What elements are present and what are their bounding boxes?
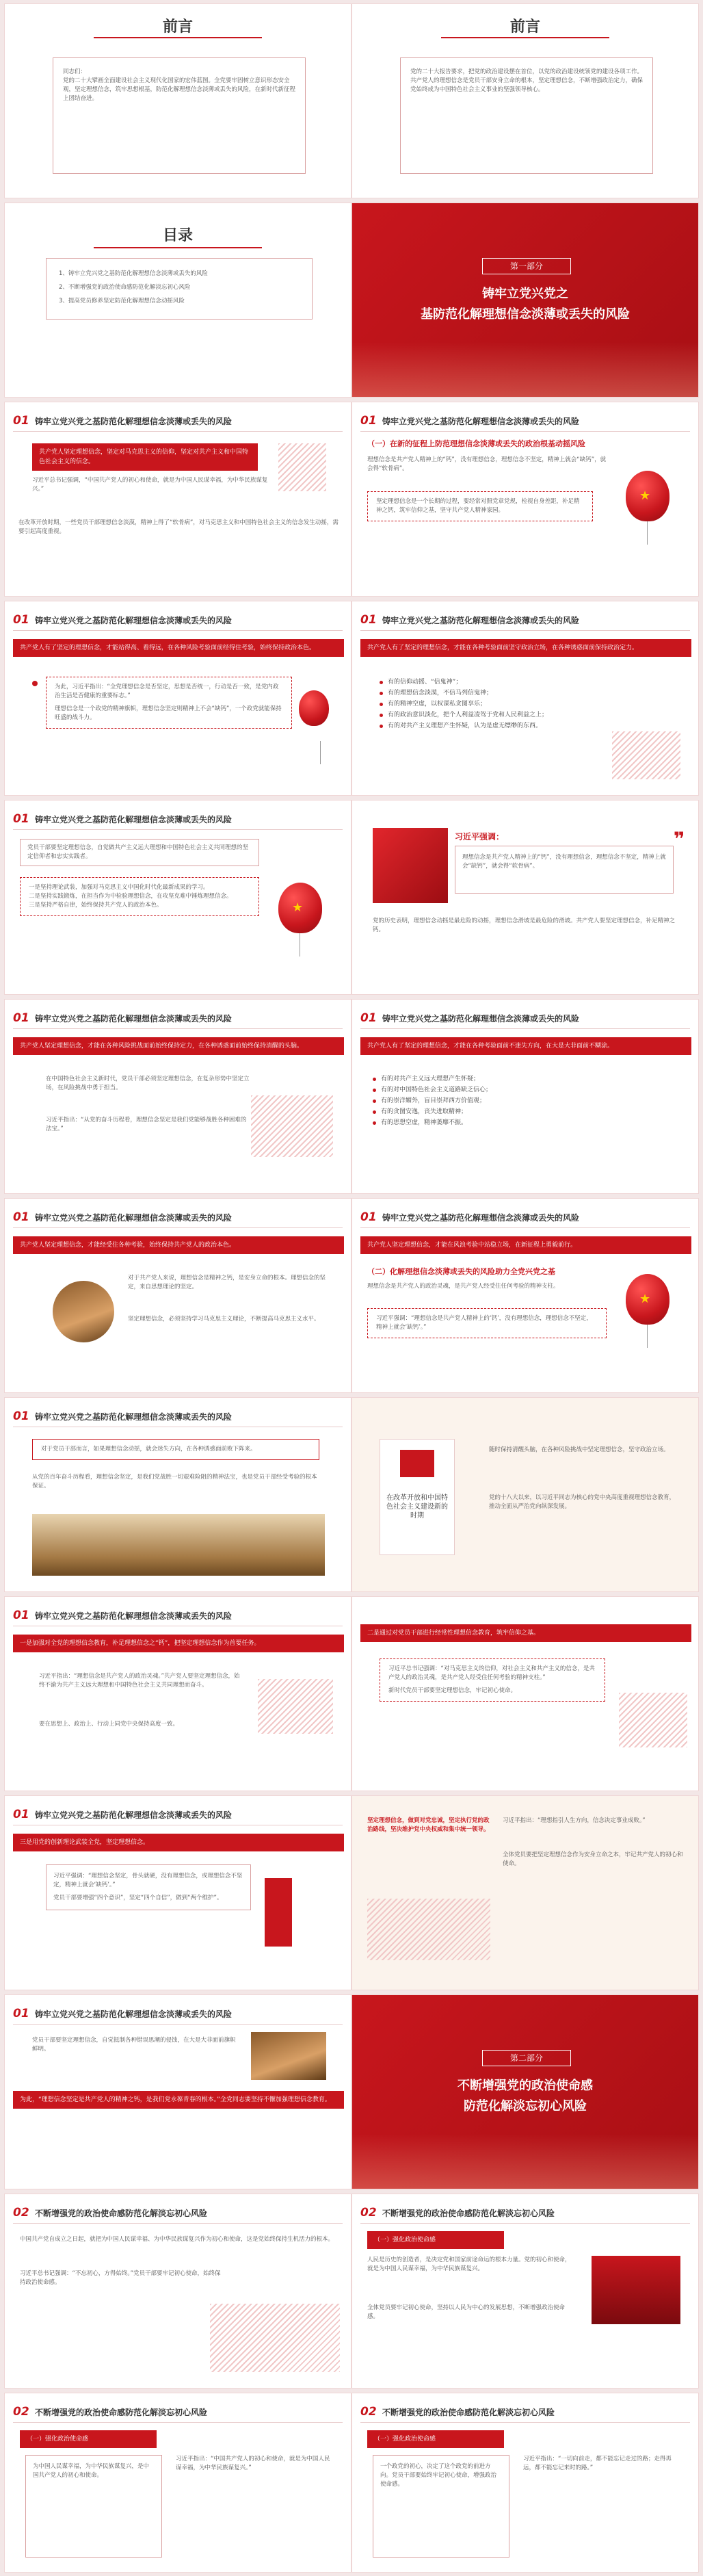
highlight-box: 共产党人有了坚定的理想信念，才能在各种考验面前不迷失方向，在大是大非面前不糊涂。 <box>360 1037 691 1055</box>
highlight-box: 共产党人有了坚定的理想信念，才能在各种考验面前坚守政治立场，在各种诱惑面前保持政治定力。 <box>360 639 691 657</box>
bordered-text-box <box>46 677 292 729</box>
section-header <box>352 1009 698 1027</box>
section-header <box>5 2005 351 2022</box>
header-rule <box>13 2223 343 2224</box>
section-heading: 不断增强党的政治使命感防范化解淡忘初心风险 <box>35 2208 208 2218</box>
section-header <box>5 810 351 828</box>
section-number: 02 <box>360 2405 377 2419</box>
mountain-decor <box>352 2134 698 2189</box>
header-rule <box>360 431 690 432</box>
body-text: 党员干部要增强“四个意识”，坚定“四个自信”，做到“两个维护”。 <box>53 1895 223 1901</box>
header-rule <box>13 1227 343 1228</box>
section-heading: 不断增强党的政治使命感防范化解淡忘初心风险 <box>382 2407 555 2417</box>
subheading: （一）在新的征程上防范理想信念淡薄或丢失的政治根基动摇风险 <box>367 439 585 448</box>
highlight-box: 一是加强对全党的理想信念教育，补足理想信念之“钙”，把坚定理想信念作为首要任务。 <box>13 1635 344 1652</box>
part-title-line2: 防范化解淡忘初心风险 <box>464 2099 587 2113</box>
section-number: 01 <box>13 613 29 627</box>
body-text: 习近平指出：“从党的奋斗历程看，理想信念坚定是我们党能够战胜各种困难的法宝。” <box>46 1117 247 1132</box>
section-number: 01 <box>13 1808 29 1821</box>
section-header <box>352 1208 698 1226</box>
body-text: 习近平强调：“理想信念是共产党人精神上的‘钙’，没有理想信念，理想信念不坚定，精神上就会‘缺钙’。” <box>376 1315 592 1331</box>
section-header <box>5 611 351 629</box>
section-heading: 铸牢立党兴党之基防范化解理想信念淡薄或丢失的风险 <box>35 1810 233 1820</box>
bordered-text-box <box>380 1658 605 1702</box>
text-frame <box>46 1864 251 1910</box>
great-wall-photo <box>32 1514 325 1576</box>
body-text: 党员干部要坚定理想信念，自觉抵制各种错误思潮的侵蚀，在大是大非面前旗帜鲜明。 <box>32 2037 236 2053</box>
header-rule <box>360 1227 690 1228</box>
slide-section-2b <box>352 2194 699 2389</box>
bullet-list <box>373 1074 646 1128</box>
part-badge: 第一部分 <box>482 258 571 274</box>
section-heading: 铸牢立党兴党之基防范化解理想信念淡薄或丢失的风险 <box>35 1611 233 1621</box>
emblem-photo <box>592 2256 680 2324</box>
slide-section-1a <box>4 402 352 597</box>
slide-section-1g <box>352 999 699 1194</box>
bordered-text-box <box>367 1308 607 1338</box>
body-text: 习近平总书记强调：“对马克思主义的信仰，对社会主义和共产主义的信念，是共产党人的政治灵魂，是共产党人经受住任何考验的精神支柱。” <box>388 1665 595 1681</box>
slide-section-1d <box>352 601 699 796</box>
part-title-line1: 铸牢立党兴党之 <box>482 287 568 301</box>
section-number: 01 <box>360 1210 377 1224</box>
list-item: 有的信仰动摇、“信鬼神”； <box>380 677 639 688</box>
slide-part-two <box>352 1994 699 2189</box>
body-text: 在中国特色社会主义新时代，党员干部必须坚定理想信念，在复杂形势中坚定立场，在风险挑战中勇于担当。 <box>46 1076 250 1091</box>
body-text: 习近平指出：“理想信念是共产党人的政治灵魂。”共产党人要坚定理想信念，始终不渝为共产主义远大理想和中国特色社会主义共同理想而奋斗。 <box>39 1673 240 1689</box>
hatch-decor <box>612 731 680 779</box>
section-number: 02 <box>13 2206 29 2220</box>
header-rule <box>13 2422 343 2423</box>
body-text: 一是坚持理论武装，加强对马克思主义中国化时代化最新成果的学习。 <box>29 884 209 891</box>
slide-section-1o <box>352 1795 699 1990</box>
slide-section-1k <box>352 1397 699 1592</box>
body-text: 习近平总书记强调，“中国共产党人的初心和使命，就是为中国人民谋幸福，为中华民族谋复兴。” <box>32 477 268 493</box>
slide-section-1e <box>4 800 352 995</box>
slide-preface-2 <box>352 3 699 198</box>
text-frame <box>25 2455 162 2558</box>
body-text: 中国共产党自成立之日起，就把为中国人民谋幸福、为中华民族谋复兴作为初心和使命，这是党始终保持生机活力的根本。 <box>20 2236 334 2243</box>
slide-section-1i <box>352 1198 699 1393</box>
section-number: 01 <box>13 1011 29 1025</box>
section-header <box>352 2204 698 2222</box>
highlight-text: 坚定理想信念，做到对党忠诚，坚定执行党的政治路线，坚决维护党中央权威和集中统一领导。 <box>367 1817 490 1833</box>
section-heading: 铸牢立党兴党之基防范化解理想信念淡薄或丢失的风险 <box>35 416 233 426</box>
section-number: 01 <box>13 1210 29 1224</box>
section-header <box>5 1806 351 1823</box>
section-header <box>5 2403 351 2421</box>
bullet-list <box>380 677 639 731</box>
list-item: 有的对中国特色社会主义道路缺乏信心； <box>373 1084 646 1095</box>
slide-section-1h <box>4 1198 352 1393</box>
body-text: 坚定理想信念是一个长期的过程，要经常对照党章党规，检视自身差距，补足精神之钙，筑牢信仰之基，坚守共产党人精神家园。 <box>376 498 580 514</box>
list-item: 有的政治意识淡化，把个人利益凌驾于党和人民利益之上； <box>380 710 639 720</box>
bordered-text-box <box>20 877 259 916</box>
hatch-decor <box>278 443 326 491</box>
slide-title: 前言 <box>509 18 540 36</box>
contents-item[interactable]: 3、提高党员修养坚定防范化解理想信念动摇风险 <box>59 298 185 304</box>
quote-mark-icon: ❞ <box>674 828 685 850</box>
photo-block <box>373 828 448 903</box>
section-heading: 不断增强党的政治使命感防范化解淡忘初心风险 <box>35 2407 208 2417</box>
slide-section-1m <box>352 1596 699 1791</box>
text-frame <box>400 57 653 174</box>
body-text: 要在思想上、政治上、行动上同党中央保持高度一致。 <box>39 1721 179 1728</box>
list-item: 有的思想空虚，精神萎靡不振。 <box>373 1117 646 1128</box>
header-rule <box>13 2024 343 2025</box>
section-heading: 铸牢立党兴党之基防范化解理想信念淡薄或丢失的风险 <box>382 416 580 426</box>
header-rule <box>13 630 343 631</box>
hatch-decor <box>258 1679 333 1734</box>
body-text: 为此，习近平指出：“全党理想信念是否坚定，思想是否统一，行动是否一致，是党内政治生活是否健康的重要标志。” <box>55 684 279 699</box>
balloon-decor <box>299 690 329 726</box>
slide-section-1f <box>4 999 352 1194</box>
contents-item[interactable]: 2、不断增强党的政治使命感防范化解淡忘初心风险 <box>59 284 191 291</box>
body-text: 对于党员干部而言，如果理想信念动摇，就会迷失方向，在各种诱惑面前败下阵来。 <box>41 1446 256 1453</box>
body-text: 三是坚持严格自律，始终保持共产党人的政治本色。 <box>29 902 163 909</box>
body-text: 人民是历史的创造者，是决定党和国家前途命运的根本力量。党的初心和使命，就是为中国人民谋幸福，为中华民族谋复兴。 <box>367 2256 571 2272</box>
body-text: 理想信念是共产党人精神上的“钙”，没有理想信念，理想信念不坚定，精神上就会“缺钙”，就会得“软骨病”。 <box>367 456 607 472</box>
subheading-box: （一）强化政治使命感 <box>20 2430 157 2448</box>
section-heading: 铸牢立党兴党之基防范化解理想信念淡薄或丢失的风险 <box>382 1212 580 1223</box>
body-text: 习近平指出：“理想指引人生方向，信念决定事业成败。” <box>503 1817 646 1824</box>
section-heading: 铸牢立党兴党之基防范化解理想信念淡薄或丢失的风险 <box>382 615 580 625</box>
section-heading: 铸牢立党兴党之基防范化解理想信念淡薄或丢失的风险 <box>35 1212 233 1223</box>
quote-title: 习近平强调： <box>455 832 505 842</box>
section-number: 01 <box>360 414 377 428</box>
section-header <box>5 1009 351 1027</box>
body-text: 理想信念是一个政党的精神旗帜，理想信念坚定则精神上不会“缺钙”，一个政党就能保持旺盛的战斗力。 <box>55 705 282 721</box>
section-number: 01 <box>13 414 29 428</box>
section-header <box>352 611 698 629</box>
body-text: 习近平指出：“一切向前走，都不能忘记走过的路；走得再远，都不能忘记来时的路。” <box>523 2456 672 2471</box>
section-heading: 铸牢立党兴党之基防范化解理想信念淡薄或丢失的风险 <box>35 1013 233 1024</box>
section-heading: 铸牢立党兴党之基防范化解理想信念淡薄或丢失的风险 <box>382 1013 580 1024</box>
text-frame <box>373 2455 509 2558</box>
hatch-decor <box>619 1693 687 1747</box>
slide-section-2d <box>352 2393 699 2573</box>
hatch-decor <box>210 2304 340 2372</box>
header-rule <box>13 829 343 830</box>
section-header <box>5 1208 351 1226</box>
body-text: 全体党员要把坚定理想信念作为安身立命之本，牢记共产党人的初心和使命。 <box>503 1851 683 1867</box>
section-header <box>352 412 698 430</box>
slide-section-2a <box>4 2194 352 2389</box>
caption-text: 在改革开放和中国特色社会主义建设新的时期 <box>386 1494 448 1520</box>
contents-frame <box>46 258 313 320</box>
slide-section-1c <box>4 601 352 796</box>
slide-contents <box>4 203 352 398</box>
slide-quote <box>352 800 699 995</box>
section-number: 02 <box>13 2405 29 2419</box>
slide-section-1p <box>4 1994 352 2189</box>
body-text: 党的历史表明，理想信念动摇是最危险的动摇，理想信念滑坡是最危险的滑坡。共产党人要坚定理想信念，补足精神之钙。 <box>373 918 676 933</box>
header-rule <box>360 2422 690 2423</box>
highlight-box: 共产党人坚定理想信念，才能在各种风险挑战面前始终保持定力，在各种诱惑面前始终保持清醒的头脑。 <box>13 1037 344 1055</box>
section-number: 01 <box>13 812 29 826</box>
section-heading: 铸牢立党兴党之基防范化解理想信念淡薄或丢失的风险 <box>35 814 233 824</box>
text-frame <box>53 57 306 174</box>
body-text: 新时代党员干部要坚定理想信念，牢记初心使命。 <box>388 1687 517 1694</box>
section-header <box>5 1606 351 1624</box>
title-divider <box>94 37 262 38</box>
highlight-box: 共产党人有了坚定的理想信念，才能站得高、看得远，在各种风险考验面前经得住考验，始终保持政治本色。 <box>13 639 344 657</box>
section-number: 01 <box>13 2007 29 2020</box>
section-number: 02 <box>360 2206 377 2220</box>
highlight-box: 为此，“理想信念坚定是共产党人的精神之钙，是我们党永葆青春的根本。”全党同志要坚持不懈加强理想信念教育。 <box>13 2091 344 2109</box>
subheading-box: （一）强化政治使命感 <box>367 2430 504 2448</box>
list-item: 有的崇洋媚外，盲目崇拜西方价值观； <box>373 1095 646 1106</box>
hatch-decor <box>367 1899 490 1960</box>
section-header <box>5 412 351 430</box>
section-number: 01 <box>13 1609 29 1622</box>
preface-text: 同志们： 党的二十大擘画全面建设社会主义现代化国家的宏伟蓝图。全党要牢固树立意识形态安全观，坚定理想信念，筑牢思想根基，防范化解理想信念淡薄或丢失的风险，在新时代新征程上团结奋进。 <box>63 68 296 102</box>
title-divider <box>94 247 262 248</box>
part-title-line2: 基防范化解理想信念淡薄或丢失的风险 <box>421 307 630 322</box>
header-rule <box>360 630 690 631</box>
part-title-line1: 不断增强党的政治使命感 <box>457 2079 593 2093</box>
star-icon: ★ <box>639 489 651 503</box>
bordered-text-box <box>367 491 593 521</box>
list-item: 有的对共产主义远大理想产生怀疑； <box>373 1074 646 1084</box>
body-text: 在改革开放时期，一些党员干部理想信念淡漠，精神上得了“软骨病”，对马克思主义和中国特色社会主义的信念发生动摇，需要引起高度重视。 <box>18 519 339 535</box>
body-text: 坚定理想信念，必须坚持学习马克思主义理论，不断提高马克思主义水平。 <box>128 1316 320 1323</box>
statue-photo <box>53 1281 114 1342</box>
quote-frame <box>455 846 674 894</box>
section-header <box>352 2403 698 2421</box>
highlight-box: 共产党人坚定理想信念，才能经受住各种考验，始终保持共产党人的政治本色。 <box>13 1236 344 1254</box>
slide-part-one <box>352 203 699 398</box>
statue-photo <box>251 2032 326 2080</box>
body-text: 二是坚持实践锻炼，在担当作为中检验理想信念，在攻坚克难中锤炼理想信念。 <box>29 893 233 900</box>
contents-item[interactable]: 1、铸牢立党兴党之基防范化解理想信念淡薄或丢失的风险 <box>59 270 208 277</box>
subheading-box: （一）强化政治使命感 <box>367 2231 504 2249</box>
star-icon: ★ <box>292 900 304 915</box>
slide-title: 目录 <box>162 227 193 244</box>
body-text: 习近平总书记强调：“不忘初心，方得始终。”党员干部要牢记初心使命，始终保持政治使命感。 <box>20 2270 221 2286</box>
slide-section-2c <box>4 2393 352 2573</box>
slide-title: 前言 <box>162 18 193 36</box>
section-header <box>5 1407 351 1425</box>
slide-section-1b <box>352 402 699 597</box>
highlight-box: 二是通过对党员干部进行经常性理想信念教育，筑牢信仰之基。 <box>360 1624 691 1642</box>
highlight-box: 三是用党的创新理论武装全党，坚定理想信念。 <box>13 1834 344 1851</box>
bullet-dot <box>32 681 38 686</box>
body-text: 随时保持清醒头脑，在各种风险挑战中坚定理想信念，坚守政治立场。 <box>489 1446 669 1453</box>
highlight-box: 共产党人坚定理想信念，坚定对马克思主义的信仰，坚定对共产主义和中国特色社会主义的信念。 <box>32 443 258 471</box>
subheading: （二）化解理想信念淡薄或丢失的风险助力全党兴党之基 <box>367 1267 555 1276</box>
body-text: 党的十八大以来，以习近平同志为核心的党中央高度重视理想信念教育，推动全面从严治党向纵深发展。 <box>489 1494 676 1510</box>
section-heading: 铸牢立党兴党之基防范化解理想信念淡薄或丢失的风险 <box>35 1411 233 1422</box>
monument-decor <box>265 1878 292 1947</box>
section-heading: 不断增强党的政治使命感防范化解淡忘初心风险 <box>382 2208 555 2218</box>
body-text: 党员干部要坚定理想信念，自觉做共产主义远大理想和中国特色社会主义共同理想的坚定信仰者和忠实实践者。 <box>27 844 249 860</box>
list-item: 有的理想信念淡漠，不信马列信鬼神； <box>380 688 639 699</box>
body-text: 为中国人民谋幸福，为中华民族谋复兴，是中国共产党人的初心和使命。 <box>33 2463 150 2479</box>
quote-text: 理想信念是共产党人精神上的“钙”，没有理想信念，理想信念不坚定，精神上就会“缺钙”，就会得“软骨病”。 <box>462 854 666 870</box>
section-number: 01 <box>360 1011 377 1025</box>
highlight-box: 共产党人坚定理想信念，才能在风浪考验中站稳立场，在新征程上勇毅前行。 <box>360 1236 691 1254</box>
list-item: 有的精神空虚，以权谋私贪图享乐； <box>380 699 639 710</box>
section-number: 01 <box>360 613 377 627</box>
body-text: 一个政党的初心，决定了这个政党的前进方向。党员干部要始终牢记初心使命，增强政治使命感。 <box>380 2463 497 2488</box>
slide-section-1n <box>4 1795 352 1990</box>
body-text: 全体党员要牢记初心使命，坚持以人民为中心的发展思想，不断增强政治使命感。 <box>367 2304 566 2320</box>
body-text: 习近平强调：“理想信念坚定，骨头就硬，没有理想信念，或理想信念不坚定，精神上就会‘缺钙’。” <box>53 1873 243 1888</box>
header-rule <box>13 431 343 432</box>
header-rule <box>360 1028 690 1029</box>
text-frame <box>20 839 259 866</box>
title-divider <box>441 37 609 38</box>
slide-preface-1 <box>4 3 352 198</box>
part-badge: 第二部分 <box>482 2050 571 2066</box>
section-header <box>5 2204 351 2222</box>
body-text: 对于共产党人来说，理想信念是精神之钙，是安身立命的根本。理想信念的坚定，来自思想理论的坚定。 <box>128 1275 326 1290</box>
mountain-decor <box>352 342 698 397</box>
red-block <box>400 1450 434 1477</box>
slide-section-1j <box>4 1397 352 1592</box>
header-rule <box>13 1028 343 1029</box>
body-text: 从党的百年奋斗历程看，理想信念坚定，是我们党战胜一切艰难险阻的精神法宝，也是党员干部经受考验的根本保证。 <box>32 1474 317 1489</box>
section-number: 01 <box>13 1409 29 1423</box>
list-item: 有的贪图安逸，丧失进取精神； <box>373 1106 646 1117</box>
preface-text: 党的二十大报告要求，把党的政治建设摆在首位，以党的政治建设统领党的建设各项工作。共产党人的理想信念是党员干部安身立命的根本，坚定理想信念，不断增强政治定力，确保党始终成为中国特色社会主义事业的坚强领导核心。 <box>410 68 644 93</box>
section-heading: 铸牢立党兴党之基防范化解理想信念淡薄或丢失的风险 <box>35 2009 233 2019</box>
header-rule <box>360 2223 690 2224</box>
body-text: 习近平指出：“中国共产党人的初心和使命，就是为中国人民谋幸福，为中华民族谋复兴。” <box>176 2456 330 2471</box>
text-frame <box>32 1439 319 1460</box>
body-text: 理想信念是共产党人的政治灵魂，是共产党人经受住任何考验的精神支柱。 <box>367 1283 559 1290</box>
section-heading: 铸牢立党兴党之基防范化解理想信念淡薄或丢失的风险 <box>35 615 233 625</box>
list-item: 有的对共产主义理想产生怀疑，认为是虚无缥缈的东西。 <box>380 720 639 731</box>
star-icon: ★ <box>639 1292 651 1306</box>
hatch-decor <box>251 1095 333 1157</box>
slide-section-1l <box>4 1596 352 1791</box>
